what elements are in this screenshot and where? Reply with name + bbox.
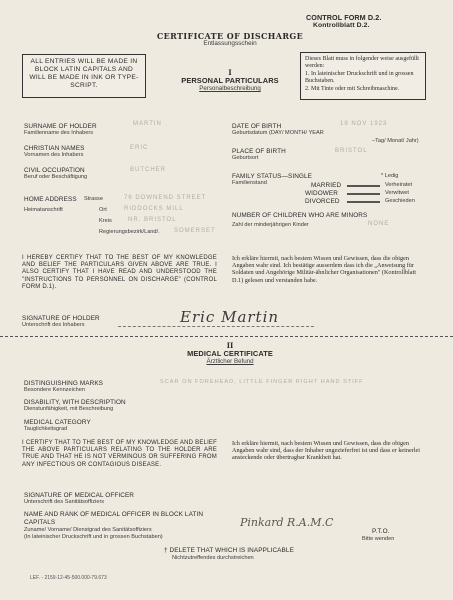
medical-category-label-de: Tauglichkeitsgrad: [24, 426, 68, 432]
name-rank-label: NAME AND RANK OF MEDICAL OFFICER IN BLOCK LATIN CAPITALS: [24, 511, 204, 526]
town-value: RIDDOCKS MILL: [124, 206, 184, 212]
delete-note-de: Nichtzutreffendes durchstreichen: [172, 555, 254, 561]
kreis-label: Kreis: [99, 218, 112, 224]
control-form-label-de: Kontrollblatt D.2.: [313, 22, 370, 29]
marks-label-de: Besondere Kennzeichen: [24, 387, 85, 393]
medical-category-label: MEDICAL CATEGORY: [24, 419, 91, 426]
notice-box-en: [22, 54, 146, 98]
name-rank-label-de-1: Zuname/ Vorname/ Dienstgrad des Sanitätsoffiziers: [24, 527, 152, 533]
medical-officer-signature: Pinkard R.A.M.C: [240, 516, 334, 529]
signature-line: [118, 326, 314, 327]
section-2-title: MEDICAL CERTIFICATE: [187, 349, 273, 358]
document-title: CERTIFICATE OF DISCHARGE: [156, 31, 304, 41]
marks-label: DISTINGUISHING MARKS: [24, 380, 104, 387]
verheiratet-label: Verheiratet: [385, 182, 413, 188]
holder-certification-de: Ich erkläre hiermit, nach bestem Wissen und Gewissen, dass die obigen Angaben wahr sind. Ich bestätige ausserdem dass ich die „Anweisung für Soldaten und Angehörige Militär-ähnlicher Organisationen" (Kontrollblatt D.1) gelesen und verstanden habe.: [232, 255, 416, 284]
section-1-title-de: Personalbeschreibung: [199, 85, 261, 92]
notice-de-intro: Dieses Blatt muss in folgender weise ausgefüllt werden:: [305, 56, 419, 69]
section-1-title: PERSONAL PARTICULARS: [181, 76, 279, 85]
pto-label: P.T.O.: [372, 528, 390, 535]
children-label: NUMBER OF CHILDREN WHO ARE MINORS: [232, 212, 368, 219]
occupation-label: CIVIL OCCUPATION: [24, 167, 85, 174]
delete-note: † DELETE THAT WHICH IS INAPPLICABLE: [164, 547, 294, 554]
strike-married: [347, 185, 380, 187]
dob-label: DATE OF BIRTH: [232, 123, 282, 130]
dob-value: 19 NOV 1923: [340, 121, 388, 127]
occupation-value: BUTCHER: [130, 167, 167, 173]
notice-de-item-2: 2. Mit Tinte oder mit Schreibmaschine.: [305, 86, 400, 92]
pob-label-de: Geburtsort: [232, 155, 259, 161]
notice-de-item-1: 1. In lateinischer Druckschrift und in grossen Buchstaben.: [305, 71, 414, 84]
pob-label: PLACE OF BIRTH: [232, 148, 286, 155]
family-status-label-de: Familienstand: [232, 180, 267, 186]
dob-label-de: Geburtsdatum (DAY/ MONTH/ YEAR: [232, 130, 324, 136]
strike-divorced: [347, 201, 380, 203]
notice-text-en: ALL ENTRIES WILL BE MADE IN BLOCK LATIN CAPITALS AND WILL BE MADE IN INK OR TYPE-SCRIPT.: [29, 58, 139, 89]
street-value: 76 DOWNEND STREET: [124, 195, 207, 201]
section-divider: [0, 336, 453, 337]
children-label-de: Zahl der minderjährigen Kinder: [232, 222, 309, 228]
disability-label: DISABILITY, WITH DESCRIPTION: [24, 399, 126, 406]
medical-certification-en: I CERTIFY THAT TO THE BEST OF MY KNOWLEDGE AND BELIEF THE ABOVE PARTICULARS RELATING TO THE HOLDER ARE TRUE AND THAT HE IS NOT VERMINOUS OR SUFFERING FROM ANY INFECTIOUS OR CONTAGIOUS DISEASE.: [22, 440, 217, 468]
christian-names-label-de: Vornamen des Inhabers: [24, 152, 84, 158]
strasse-label: Strasse: [84, 196, 103, 202]
medical-officer-signature-label: SIGNATURE OF MEDICAL OFFICER: [24, 492, 135, 499]
family-status-label: FAMILY STATUS—SINGLE: [232, 173, 313, 180]
control-form-label: CONTROL FORM D.2.: [306, 13, 382, 22]
name-rank-label-de-2: (In lateinischer Druckschrift und in grossen Buchstaben): [24, 534, 163, 540]
notice-box-de: [300, 52, 426, 100]
surname-value: MARTIN: [133, 121, 162, 127]
ort-label: Ort: [99, 207, 107, 213]
section-2-number: II: [226, 341, 234, 350]
geschieden-label: Geschieden: [385, 198, 415, 204]
widower-label: WIDOWER: [305, 190, 339, 197]
divorced-label: DIVORCED: [305, 198, 340, 205]
occupation-label-de: Beruf oder Beschäftigung: [24, 174, 88, 180]
verwitwet-label: Verwitwet: [385, 190, 409, 196]
signature-holder-label-de: Unterschrift des Inhabers: [22, 322, 85, 328]
home-address-label: HOME ADDRESS: [24, 196, 77, 203]
print-code: LEF. - 2159-12-45-500.000-79.673: [30, 575, 107, 581]
regbez-label: Regierungsbezirk/Land/.: [99, 229, 160, 235]
married-label: MARRIED: [311, 182, 342, 189]
holder-certification-en: I HEREBY CERTIFY THAT TO THE BEST OF MY KNOWLEDGE AND BELIEF THE PARTICULARS GIVEN ABOVE ARE TRUE. I ALSO CERTIFY THAT I HAVE READ AND UNDERSTOOD THE "INSTRUCTIONS TO PERSONNEL ON DISCHARGE" (CONTROL FORM D.1).: [22, 255, 217, 290]
county-value: NR. BRISTOL: [128, 217, 177, 223]
christian-names-value: ERIC: [130, 145, 149, 151]
section-2-title-de: Ärztlicher Befund: [206, 358, 254, 365]
pob-value: BRISTOL: [335, 148, 368, 154]
section-1-number: I: [228, 68, 232, 77]
ledig-label: * Ledig: [381, 173, 399, 179]
disability-label-de: Dienstunfähigkeit, mit Beschreibung: [24, 406, 114, 412]
medical-certification-de: Ich erkläre hiermit, nach bestem Wissen und Gewissen, dass die obigen Angaben wahr sind, dass der Inhaber ungezieferfrei ist und dass er keinerlei ansteckende oder übertragbar Krankheit hat.: [232, 440, 420, 462]
document-title-de: Entlassungsschein: [203, 40, 257, 47]
region-value: SOMERSET: [174, 228, 216, 234]
heimat-label: Heimatanschrift: [24, 207, 63, 213]
surname-label-de: Familienname des Inhabers: [24, 130, 94, 136]
signature-holder-label: SIGNATURE OF HOLDER: [22, 315, 100, 322]
surname-label: SURNAME OF HOLDER: [24, 123, 97, 130]
pto-label-de: Bitte wenden: [362, 536, 395, 542]
strike-widower: [347, 193, 380, 195]
holder-signature: Eric Martin: [180, 308, 280, 326]
medical-officer-signature-label-de: Unterschrift des Sanitätsoffiziers: [24, 499, 105, 505]
children-value: NONE: [368, 221, 390, 227]
marks-value: SCAR ON FOREHEAD, LITTLE FINGER RIGHT HAND STIFF: [160, 379, 364, 385]
dob-label-de-2: –Tag/ Monat/ Jahr): [372, 138, 419, 144]
christian-names-label: CHRISTIAN NAMES: [24, 145, 85, 152]
